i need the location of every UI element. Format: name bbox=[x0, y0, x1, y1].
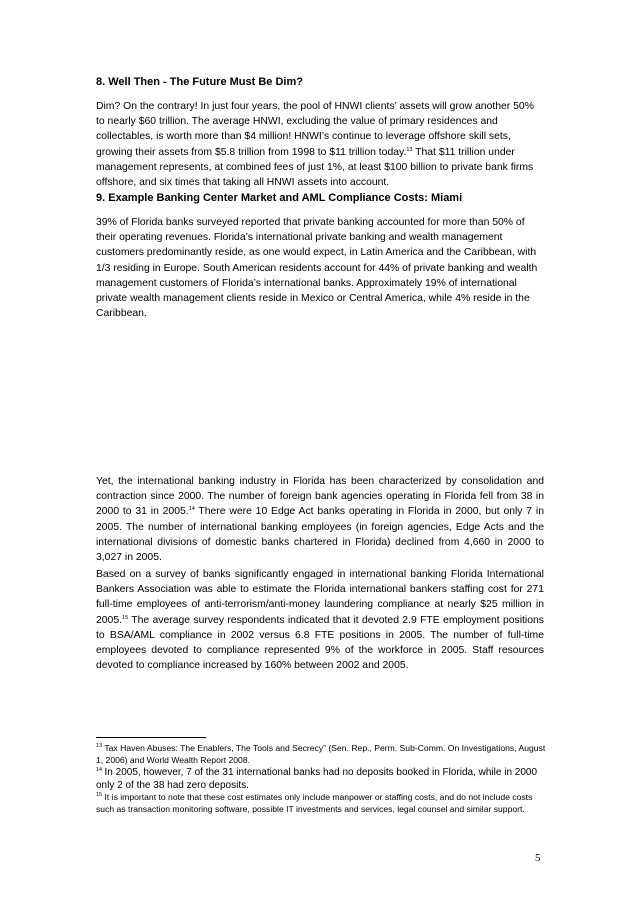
section-9-heading: 9. Example Banking Center Market and AML Compliance Costs: Miami bbox=[96, 192, 463, 204]
footnote-divider bbox=[96, 737, 206, 738]
section-9-p3-text-b: The average survey respondents indicated that it devoted 2.9 FTE employment positions to BSA/AML compliance in 2002 versus 6.8 FTE positions in 2005. The number of full-time employees devoted to compliance represented 9% of the workforce in 2005. Staff resources devoted to compliance increased by 160% between 2002 and 2005. bbox=[96, 614, 544, 672]
section-8-text-a: Dim? On the contrary! In just four years, the pool of HNWI clients’ assets will grow another 50% to nearly $60 trillion. The average HNWI, excluding the value of primary residences and collectables, is worth more than $4 million! HNWI’s continue to leverage offshore skill sets, growing their assets from $5.8 trillion from 1998 to $11 trillion today. bbox=[96, 101, 534, 158]
footnote-ref-13: 13 bbox=[406, 146, 413, 153]
section-9-p2-text-b: There were 10 Edge Act banks operating in Florida in 2000, but only 7 in 2005. The number of international banking employees (in foreign agencies, Edge Acts and the international divisions of domestic banks chartered in Florida) declined from 4,660 in 2000 to 3,027 in 2005. bbox=[96, 506, 544, 564]
footnote-number: 13 bbox=[96, 743, 103, 749]
section-9-paragraph-1: 39% of Florida banks surveyed reported that private banking accounted for more than 50% of their operating revenues. Florida’s international private banking and wealth management customers predominantly reside, as one would expect, in Latin America and the Caribbean, with 1/3 residing in Europe. South American residents account for 44% of private banking and wealth management customers of Florida’s international banks. Approximately 19% of international private wealth management clients reside in Mexico or Central America, while 4% reside in the Caribbean. bbox=[96, 217, 538, 320]
section-9-paragraph-2 bbox=[96, 474, 544, 565]
footnote-14 bbox=[96, 766, 546, 792]
section-9-paragraph-3 bbox=[96, 567, 544, 673]
footnote-text: In 2005, however, 7 of the 31 international banks had no deposits booked in Florida, while in 2000 only 2 of the 38 had zero deposits. bbox=[96, 767, 538, 791]
page-number: 5 bbox=[535, 852, 541, 864]
section-9-p3-text-a: Based on a survey of banks significantly engaged in international banking Florida International Bankers Association was able to estimate the Florida international bankers staffing cost for 271 full-time employees of anti-terrorism/anti-money laundering compliance at nearly $25 million in 2005. bbox=[96, 569, 544, 626]
footnote-13 bbox=[96, 742, 546, 766]
section-8-text-b: That $11 trillion under management represents, at combined fees of just 1%, at least $100 billion to private bank firms offshore, and six times that taking all HNWI assets into account. bbox=[96, 146, 534, 189]
section-9-p2-text-a: Yet, the international banking industry in Florida has been characterized by consolidation and contraction since 2000. The number of foreign bank agencies operating in Florida fell from 38 in 2000 to 31 in 2005. bbox=[96, 476, 544, 518]
footnote-text: Tax Haven Abuses: The Enablers, The Tools and Secrecy” (Sen. Rep., Perm. Sub-Comm. On Investigations, August 1, 2006) and World Wealth Report 2008. bbox=[96, 743, 546, 765]
section-8-heading: 8. Well Then - The Future Must Be Dim? bbox=[96, 76, 303, 88]
footnote-number: 14 bbox=[96, 767, 103, 773]
section-8-paragraph bbox=[96, 99, 544, 190]
footnote-15 bbox=[96, 791, 546, 815]
footnote-ref-14: 14 bbox=[188, 506, 195, 513]
footnote-number: 15 bbox=[96, 792, 103, 798]
footnote-ref-15: 15 bbox=[122, 614, 129, 621]
footnote-text: It is important to note that these cost estimates only include manpower or staffing costs, and do not include costs such as transaction monitoring software, possible IT investments and services, legal counsel and similar support. bbox=[96, 792, 533, 814]
